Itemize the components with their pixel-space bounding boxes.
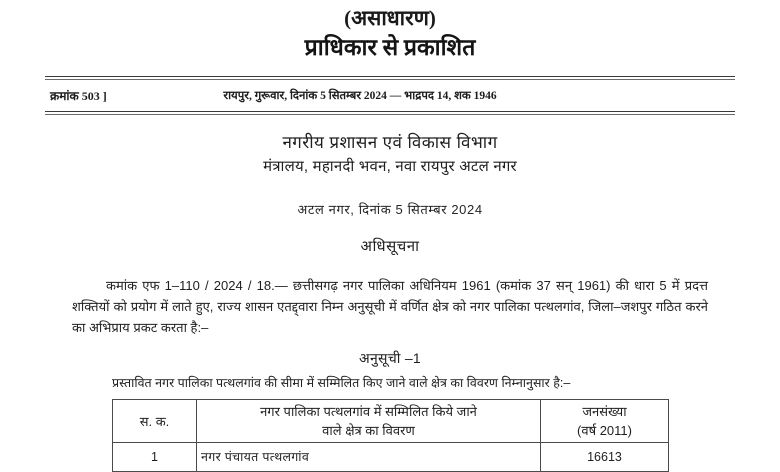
schedule-title: अनुसूची –1 xyxy=(358,350,421,366)
notification-body-paragraph xyxy=(72,275,708,338)
masthead-published-by-authority: प्राधिकार से प्रकाशित xyxy=(304,35,476,60)
table-row xyxy=(113,443,669,472)
header-description-line2: वाले क्षेत्र का विवरण xyxy=(322,423,415,438)
issue-line xyxy=(45,86,735,108)
place-and-date: अटल नगर, दिनांक 5 सितम्बर 2024 xyxy=(297,202,483,217)
header-population-line2: (वर्ष 2011) xyxy=(577,423,632,438)
department-block xyxy=(0,131,780,178)
header-population xyxy=(541,400,669,443)
area-table-container xyxy=(112,399,668,472)
issue-date: रायपुर, गुरूवार, दिनांक 5 सितम्बर 2024 — भाद्रपद 14, शक 1946 xyxy=(223,90,497,102)
paragraph-text: कमांक एफ 1–110 / 2024 / 18.— छत्तीसगढ़ नगर पालिका अधिनियम 1961 (कमांक 37 सन् 1961) की धारा 5 में प्रदत्त शक्तियों को प्रयोग में लाते हुए, राज्य शासन एतद्द्वारा निम्न अनुसूची में वर्णित क्षेत्र को नगर पालिका पत्थलगांव, जिला–जशपुर गठित करने का अभिप्राय प्रकट करता है:– xyxy=(72,278,708,335)
department-name: नगरीय प्रशासन एवं विकास विभाग xyxy=(282,133,498,152)
cell-description: नगर पंचायत पत्थलगांव xyxy=(197,443,541,472)
cell-population: 16613 xyxy=(541,443,669,472)
header-description-line1: नगर पालिका पत्थलगांव में सम्मिलित किये जाने xyxy=(260,404,477,419)
header-serial-label: स. क. xyxy=(139,413,170,429)
header-serial xyxy=(113,400,197,443)
header-rule-bottom xyxy=(45,111,735,115)
rule-line-thin xyxy=(45,79,735,80)
cell-serial: 1 xyxy=(113,443,197,472)
schedule-intro-text: प्रस्तावित नगर पालिका पत्थलगांव की सीमा में सम्मिलित किए जाने वाले क्षेत्र का विवरण निम्नानुसार है:– xyxy=(112,376,571,390)
notification-title: अधिसूचना xyxy=(360,238,420,255)
rule-line-thin xyxy=(45,114,735,115)
area-table-body xyxy=(113,443,669,472)
header-description xyxy=(197,400,541,443)
masthead xyxy=(0,0,780,63)
area-table xyxy=(112,399,669,472)
masthead-extraordinary-title: (असाधारण) xyxy=(344,6,436,30)
issue-number: क्रमांक 503 ] xyxy=(50,89,107,103)
header-population-line1: जनसंख्या xyxy=(582,404,627,419)
header-rule-top xyxy=(45,76,735,80)
department-address: मंत्रालय, महानदी भवन, नवा रायपुर अटल नगर xyxy=(263,158,517,175)
table-header-row xyxy=(113,400,669,443)
area-table-head xyxy=(113,400,669,443)
